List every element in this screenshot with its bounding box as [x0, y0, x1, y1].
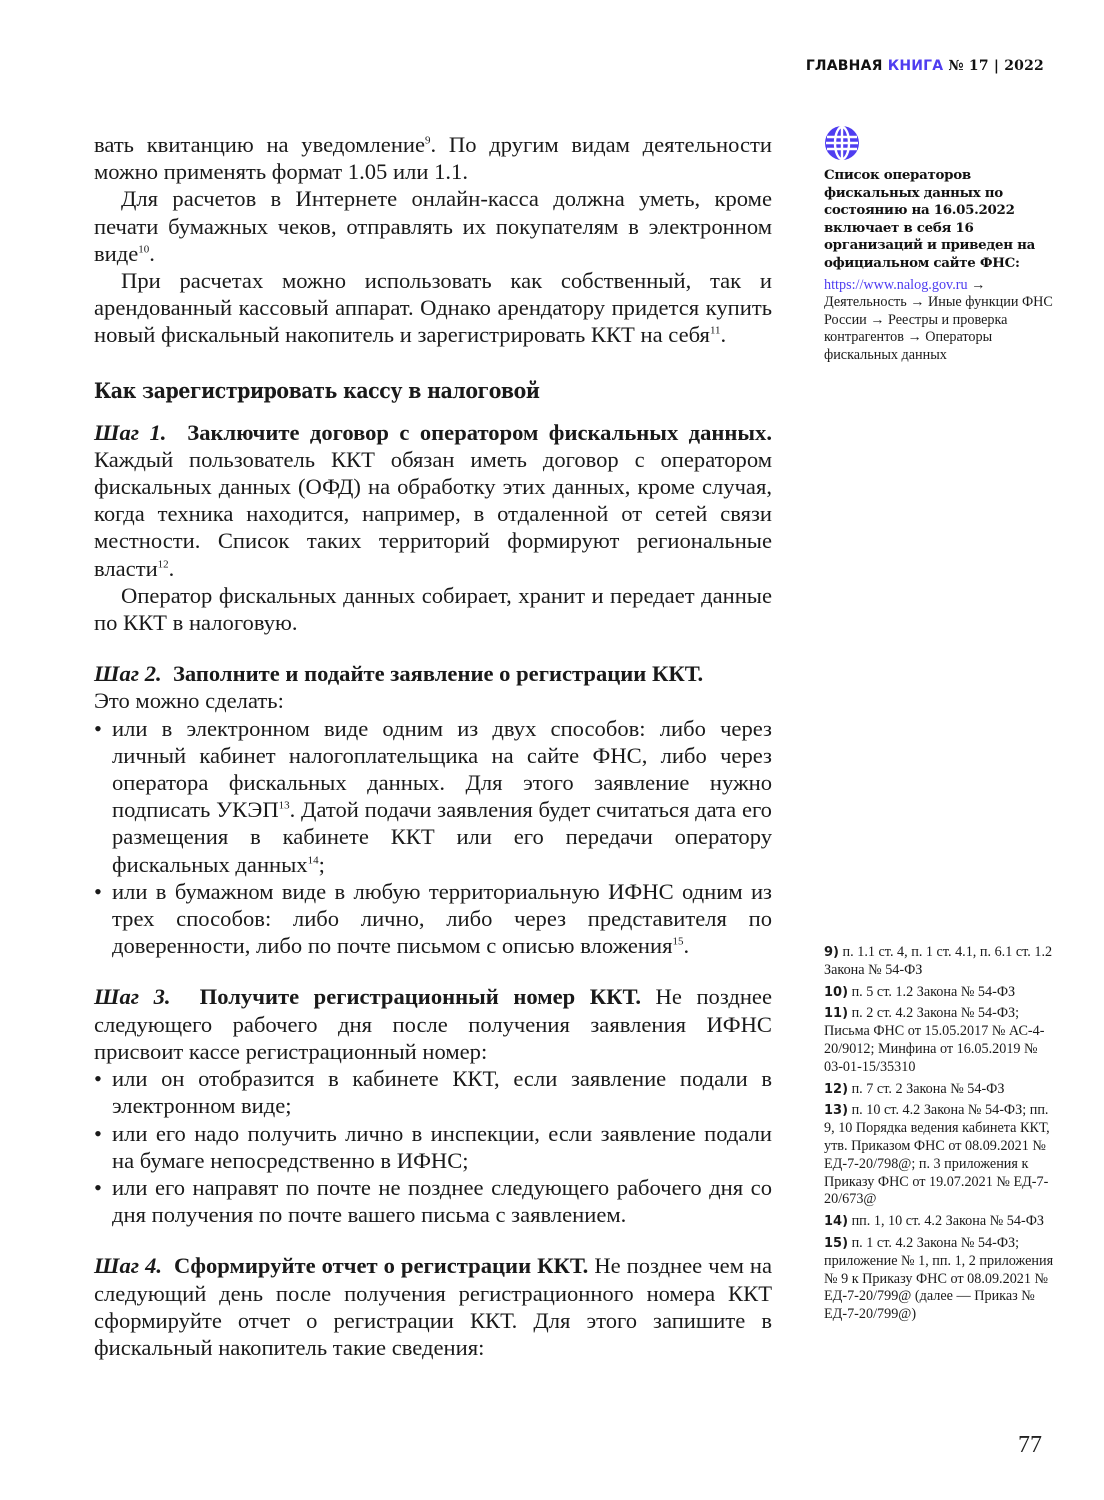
step-title: Сформируйте отчет о регистрации ККТ. [174, 1253, 589, 1279]
navigation-path: → Деятельность → Иные функции ФНС России → Реестры и проверка контрагентов → Операторы фискальных данных [824, 276, 1053, 363]
list-item: • или его направят по почте не позднее следующего рабочего дня со дня получения по почте вашего письма с заявлением. [94, 1174, 772, 1228]
footnote-item: 14) пп. 1, 10 ст. 4.2 Закона № 54-ФЗ [824, 1213, 1045, 1230]
footnote-ref[interactable]: 9 [425, 134, 431, 147]
step-label: Шаг 3. [94, 984, 171, 1010]
list-item: • или в бумажном виде в любую территориальную ИФНС одним из трех способов: либо лично, либо через представителя по доверенности, либо по почте письмом с описью вложения$^{15}$. [94, 878, 772, 960]
step-label: Шаг 1. [94, 419, 167, 445]
footnote-ref[interactable]: 15 [672, 935, 684, 948]
issue-number: № 17 | 2022 [948, 58, 1044, 74]
footnote-item: 9) п. 1.1 ст. 4, п. 1 ст. 4.1, п. 6.1 ст. 1.2 Закона № 54-ФЗ [824, 944, 1053, 978]
step-3-paragraph: Шаг 3. Получите регистрационный номер ККТ. Не позднее следующего рабочего дня после получения заявления ИФНС присвоит кассе регистрационный номер: [94, 984, 772, 1064]
globe-icon [824, 125, 860, 161]
main-column [94, 131, 772, 1361]
sidebar-title: Список операторов фискальных данных по состоянию на 16.05.2022 включает в себя 16 организаций и приведен на официальном сайте ФНС: [824, 167, 1035, 271]
brand-name-part2: КНИГА [887, 58, 944, 74]
section-title: Как зарегистрировать кассу в налоговой [94, 377, 540, 403]
step-1-paragraph: Шаг 1. Заключите договор с оператором фискальных данных. Каждый пользователь ККТ обязан иметь договор с оператором фискальных данных (ОФД) на обработку этих данных, кроме случая, когда техника находится, например, в отдаленной от сетей связи местности. Список таких территорий формируют региональные власти$^{12}$. [94, 419, 773, 581]
step-1-paragraph-2: Оператор фискальных данных собирает, хранит и передает данные по ККТ в налоговую. [94, 582, 772, 636]
step-label: Шаг 2. [94, 661, 162, 687]
intro-paragraph-2: Для расчетов в Интернете онлайн-касса должна уметь, кроме печати бумажных чеков, отправлять их покупателям в электронном виде$^{10}$. [94, 186, 772, 266]
footnote-ref[interactable]: 13 [278, 799, 290, 812]
list-item: • или в электронном виде одним из двух способов: либо через личный кабинет налогоплательщика на сайте ФНС, либо через оператора фискальных данных. Для этого заявление нужно подписать УКЭП$^{13}$. Датой подачи заявления будет считаться дата его размещения в кабинете ККТ или его передачи оператору фискальных данных$^{14}$; [94, 715, 772, 878]
step-2-list [94, 715, 772, 960]
footnote-item: 15) п. 1 ст. 4.2 Закона № 54-ФЗ; приложение № 1, пп. 1, 2 приложения № 9 к Приказу ФНС от 08.09.2021 № ЕД-7-20/799@ (далее — Приказ № ЕД-7-20/799@) [824, 1234, 1054, 1323]
sidebar-path [824, 277, 1054, 365]
footnote-item: 12) п. 7 ст. 2 Закона № 54-ФЗ [824, 1080, 1005, 1097]
footnote-ref[interactable]: 10 [138, 243, 150, 256]
step-2-text: Это можно сделать: [94, 688, 284, 714]
intro-paragraph-1: вать квитанцию на уведомление$^9$. По другим видам деятельности можно применять формат 1.05 или 1.1. [94, 132, 773, 185]
magazine-header [806, 58, 1044, 74]
fns-website-link[interactable]: https://www.nalog.gov.ru [824, 276, 968, 293]
footnotes [824, 944, 1056, 1328]
page-number: 77 [1018, 1432, 1042, 1458]
step-title: Получите регистрационный номер ККТ. [199, 984, 641, 1010]
footnote-item: 10) п. 5 ст. 1.2 Закона № 54-ФЗ [824, 983, 1016, 1000]
brand-name-part1: ГЛАВНАЯ [805, 58, 883, 74]
step-label: Шаг 4. [94, 1253, 163, 1279]
step-4 [94, 1252, 772, 1361]
footnote-ref[interactable]: 14 [307, 854, 319, 867]
step-1 [94, 419, 772, 637]
step-title: Заключите договор с оператором фискальных данных. [187, 419, 773, 445]
list-item: • или он отобразится в кабинете ККТ, если заявление подали в электронном виде; [94, 1065, 772, 1119]
footnote-ref[interactable]: 11 [709, 324, 721, 337]
step-title: Заполните и подайте заявление о регистрации ККТ. [172, 661, 704, 687]
footnote-item: 11) п. 2 ст. 4.2 Закона № 54-ФЗ; Письма ФНС от 15.05.2017 № АС-4-20/9012; Минфина от 16.05.2019 № 03-01-15/35310 [824, 1005, 1045, 1075]
footnote-ref[interactable]: 12 [157, 558, 169, 571]
step-3-list [94, 1065, 772, 1228]
intro-paragraph-3: При расчетах можно использовать как собственный, так и арендованный кассовый аппарат. Однако арендатору придется купить новый фискальный накопитель и зарегистрировать ККТ на себя$^{11}$. [94, 268, 772, 348]
step-3 [94, 983, 772, 1228]
sidebar-note [824, 125, 1054, 365]
list-item: • или его надо получить лично в инспекции, если заявление подали на бумаге непосредственно в ИФНС; [94, 1120, 772, 1174]
step-2-heading [94, 660, 772, 687]
footnote-item: 13) п. 10 ст. 4.2 Закона № 54-ФЗ; пп. 9, 10 Порядка ведения кабинета ККТ, утв. Приказом ФНС от 08.09.2021 № ЕД-7-20/798@; п. 3 приложения к Приказу ФНС от 19.07.2021 № ЕД-7-20/673@ [824, 1102, 1050, 1208]
step-2 [94, 660, 772, 959]
step-4-paragraph: Шаг 4. Сформируйте отчет о регистрации ККТ. Не позднее чем на следующий день после получения регистрационного номера ККТ сформируйте отчет о регистрации ККТ. Для этого запишите в фискальный накопитель такие сведения: [94, 1253, 773, 1360]
